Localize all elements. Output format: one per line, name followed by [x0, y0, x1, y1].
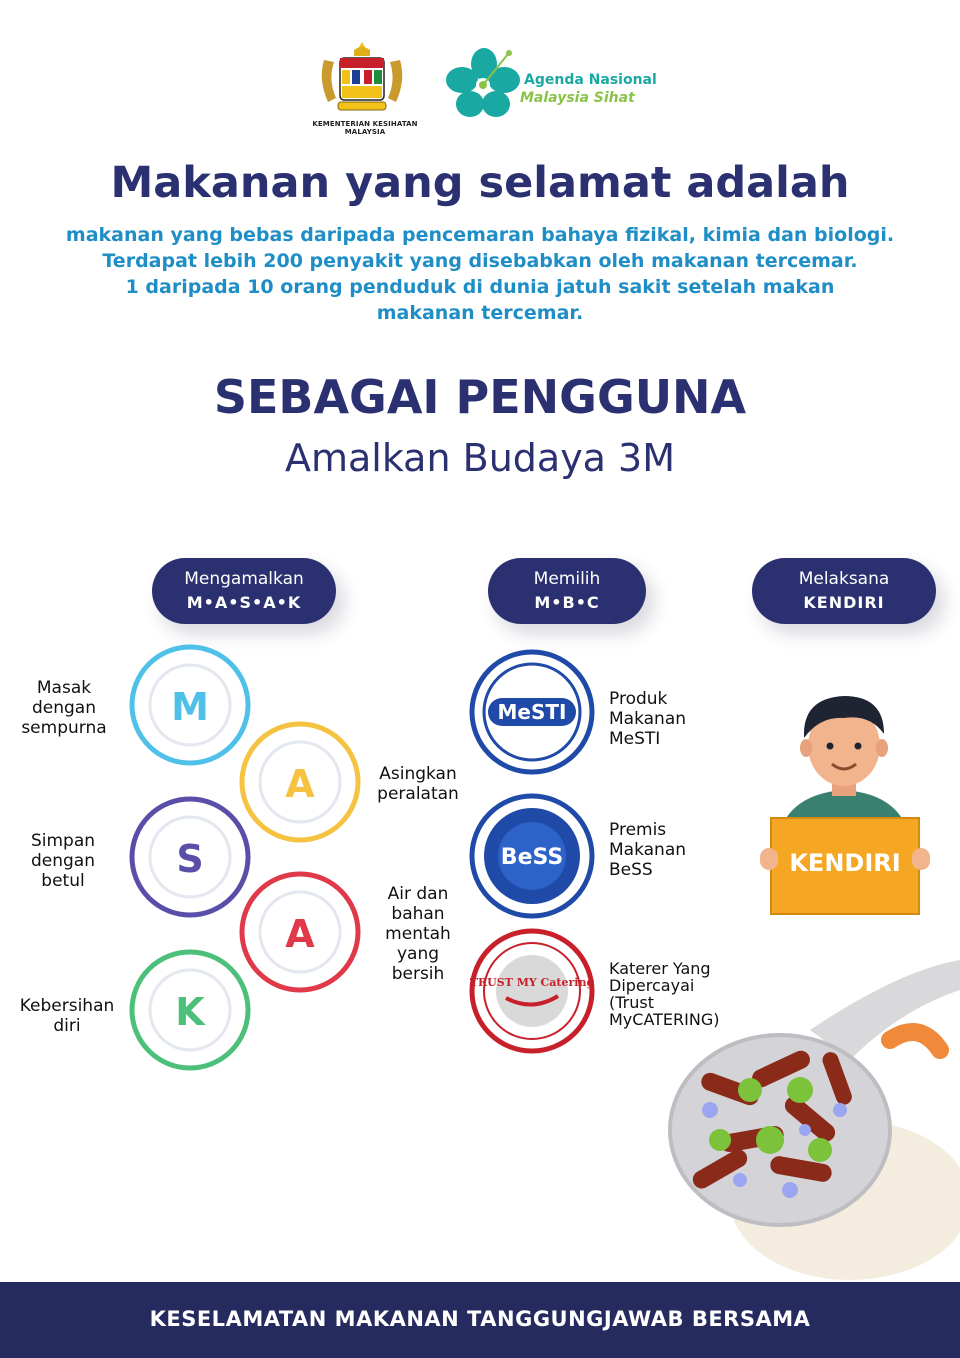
- pill-line1: Mengamalkan: [184, 569, 304, 589]
- bess-badge: [472, 796, 592, 916]
- label-line: MeSTI: [609, 729, 661, 749]
- label-line: bersih: [391, 964, 445, 984]
- mesti-badge-text: MeSTI: [497, 700, 567, 724]
- masak-label-a1: [364, 764, 472, 804]
- intro-line: makanan yang bebas daripada pencemaran bahaya fizikal, kimia dan biologi.: [65, 224, 895, 246]
- label-line: Makanan: [609, 840, 687, 860]
- label-line: Kebersihan: [19, 996, 115, 1016]
- kkm-logo: [300, 40, 430, 136]
- left-hand: [760, 848, 778, 870]
- agenda-nasional-logo: [446, 46, 676, 122]
- masak-label-a2: [366, 884, 470, 984]
- masak-label-k: [6, 996, 128, 1036]
- footer-text: KESELAMATAN MAKANAN TANGGUNGJAWAB BERSAMA: [149, 1307, 811, 1331]
- intro-text: [20, 222, 940, 326]
- contaminated-food-spoon-illustration: [600, 950, 960, 1282]
- label-line: Air dan: [387, 884, 449, 904]
- footer-banner: [0, 1282, 960, 1358]
- intro-line: makanan tercemar.: [376, 302, 584, 324]
- label-line: yang: [396, 944, 440, 964]
- masak-letter: K: [175, 990, 205, 1034]
- mbc-label-mesti: [609, 689, 686, 749]
- label-line: peralatan: [377, 784, 459, 804]
- masak-label-s: [10, 831, 116, 891]
- pill-masak: [152, 558, 336, 624]
- pill-kendiri: [752, 558, 936, 624]
- pill-mbc: [488, 558, 646, 624]
- label-line: Asingkan: [379, 764, 457, 784]
- masak-letter: A: [285, 912, 315, 956]
- label-line: betul: [41, 871, 85, 891]
- masak-circles: [110, 635, 380, 1080]
- label-line: Makanan: [609, 709, 687, 729]
- label-line: bahan: [391, 904, 445, 924]
- pill-line1: Memilih: [533, 569, 601, 589]
- pill-line2: KENDIRI: [803, 593, 885, 612]
- pill-line1: Melaksana: [798, 569, 890, 589]
- masak-circle-a1: [242, 724, 358, 840]
- masak-circle-k: [132, 952, 248, 1068]
- pill-line2: M•B•C: [534, 593, 600, 612]
- label-line: diri: [53, 1016, 81, 1036]
- label-line: dengan: [31, 698, 96, 718]
- bess-badge-text: BeSS: [500, 845, 564, 870]
- headline: Makanan yang selamat adalah: [110, 158, 850, 208]
- label-line: Katerer Yang: [609, 959, 711, 978]
- section-subtitle: Amalkan Budaya 3M: [284, 436, 676, 480]
- agenda-title: Agenda Nasional: [524, 72, 657, 88]
- label-line: BeSS: [609, 860, 653, 880]
- label-line: mentah: [385, 924, 451, 944]
- label-line: Produk: [609, 689, 668, 709]
- trust-badge-text: TRUST MY Catering: [469, 976, 595, 989]
- label-line: sempurna: [21, 718, 107, 738]
- right-hand: [912, 848, 930, 870]
- label-line: Premis: [609, 820, 667, 840]
- label-line: dengan: [30, 851, 95, 871]
- masak-letter: A: [285, 762, 315, 806]
- masak-label-m: [6, 678, 122, 738]
- kkm-name: KEMENTERIAN KESIHATAN MALAYSIA: [312, 120, 418, 136]
- label-line: Masak: [36, 678, 92, 698]
- intro-line: Terdapat lebih 200 penyakit yang disebabkan oleh makanan tercemar.: [102, 250, 858, 272]
- masak-circle-m: [132, 647, 248, 763]
- section-title: SEBAGAI PENGGUNA: [213, 370, 747, 424]
- label-line: Dipercayai: [609, 976, 695, 995]
- kendiri-sign-text: KENDIRI: [789, 849, 901, 877]
- pill-line2: M•A•S•A•K: [186, 593, 302, 612]
- masak-circle-a2: [242, 874, 358, 990]
- agenda-subtitle: Malaysia Sihat: [520, 90, 635, 106]
- mbc-badges: [466, 646, 598, 1056]
- label-line: MyCATERING): [609, 1010, 720, 1029]
- coat-of-arms-icon: [314, 40, 410, 118]
- label-line: Simpan: [30, 831, 96, 851]
- mbc-label-bess: [609, 820, 686, 880]
- masak-letter: S: [176, 837, 204, 881]
- intro-line: 1 daripada 10 orang penduduk di dunia jatuh sakit setelah makan: [125, 276, 835, 298]
- hibiscus-icon: [446, 46, 522, 122]
- label-line: (Trust: [609, 993, 654, 1012]
- kendiri-sign: [770, 817, 920, 915]
- masak-circle-s: [132, 799, 248, 915]
- masak-letter: M: [171, 685, 209, 729]
- trust-my-catering-badge: [470, 931, 595, 1051]
- mesti-badge: [472, 652, 592, 772]
